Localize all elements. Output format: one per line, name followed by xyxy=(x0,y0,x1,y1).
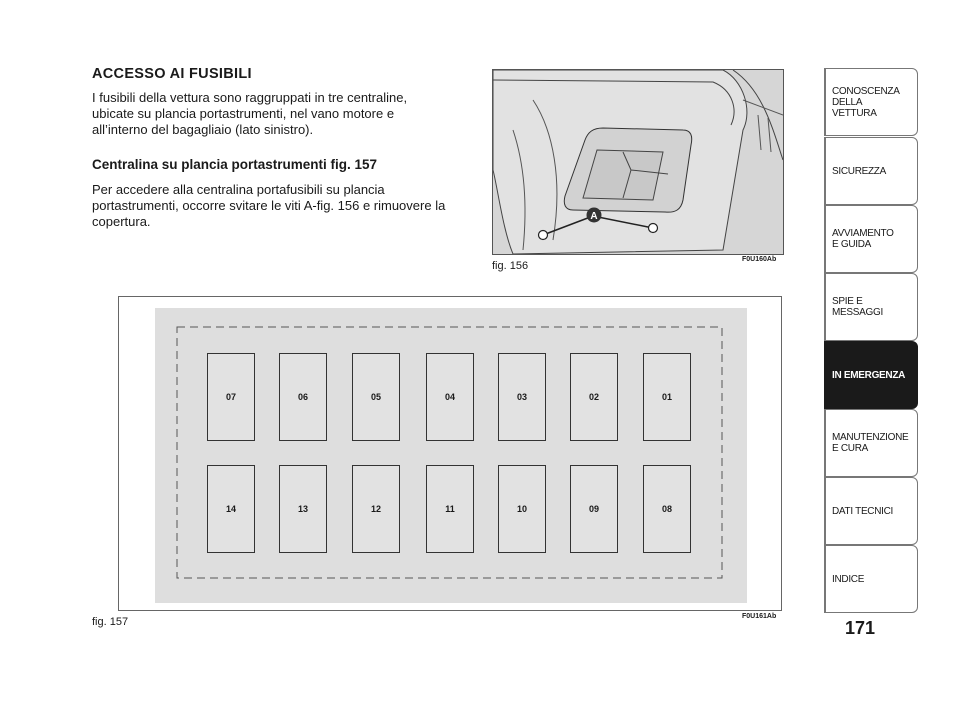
dashboard-illustration xyxy=(492,69,784,255)
fuse-slot: 10 xyxy=(498,465,546,553)
screw-right-icon xyxy=(649,224,658,233)
subsection-title: Centralina su plancia portastrumenti fig. 157 xyxy=(92,157,378,172)
screw-left-icon xyxy=(539,231,548,240)
fuse-slot: 07 xyxy=(207,353,255,441)
dashboard-drawing xyxy=(493,70,783,254)
chapter-tab-label: SPIE E MESSAGGI xyxy=(832,296,883,318)
chapter-tab-label: SICUREZZA xyxy=(832,165,886,177)
figure-157-caption: fig. 157 xyxy=(92,616,129,628)
chapter-tab-label: AVVIAMENTO E GUIDA xyxy=(832,228,894,250)
chapter-tab-label: DATI TECNICI xyxy=(832,505,894,517)
chapter-tab[interactable] xyxy=(824,545,918,613)
intro-paragraph: I fusibili della vettura sono raggruppati in tre centraline, ubicate su plancia portastrumenti, nel vano motore e all’interno del bagagliaio (lato sinistro). xyxy=(92,90,408,137)
chapter-tab-label: MANUTENZIONE E CURA xyxy=(832,432,909,454)
page-number: 171 xyxy=(844,618,876,638)
fuse-slot: 08 xyxy=(643,465,691,553)
chapter-tab[interactable] xyxy=(824,273,918,341)
chapter-tab-label: CONOSCENZA DELLA VETTURA xyxy=(832,85,900,119)
chapter-tab[interactable] xyxy=(824,477,918,545)
chapter-tab[interactable] xyxy=(824,409,918,477)
chapter-tab-label: INDICE xyxy=(832,573,865,585)
figure-156-caption: fig. 156 xyxy=(492,260,529,272)
fuse-slot: 12 xyxy=(352,465,400,553)
fuse-box-diagram xyxy=(118,296,782,611)
fuse-slot: 06 xyxy=(279,353,327,441)
chapter-tab[interactable] xyxy=(824,137,918,205)
fuse-slot: 04 xyxy=(426,353,474,441)
figure-157-code: F0U161Ab xyxy=(742,613,777,620)
fuse-slot: 05 xyxy=(352,353,400,441)
fuse-slot: 13 xyxy=(279,465,327,553)
chapter-tab[interactable] xyxy=(824,341,918,409)
fuse-slot: 14 xyxy=(207,465,255,553)
fuse-slot: 09 xyxy=(570,465,618,553)
fuse-slot: 01 xyxy=(643,353,691,441)
fuse-slot: 03 xyxy=(498,353,546,441)
chapter-tab[interactable] xyxy=(824,205,918,273)
fuse-slot: 11 xyxy=(426,465,474,553)
instruction-paragraph: Per accedere alla centralina portafusibili su plancia portastrumenti, occorre svitare le viti A-fig. 156 e rimuovere la copertura. xyxy=(92,182,446,229)
figure-156-code: F0U160Ab xyxy=(742,256,777,263)
fuse-box-outline xyxy=(119,297,781,610)
chapter-tab-label: IN EMERGENZA xyxy=(832,369,906,381)
fuse-slot: 02 xyxy=(570,353,618,441)
callout-letter: A xyxy=(590,211,598,222)
section-title: ACCESSO AI FUSIBILI xyxy=(92,66,252,82)
chapter-tab[interactable] xyxy=(824,68,918,136)
